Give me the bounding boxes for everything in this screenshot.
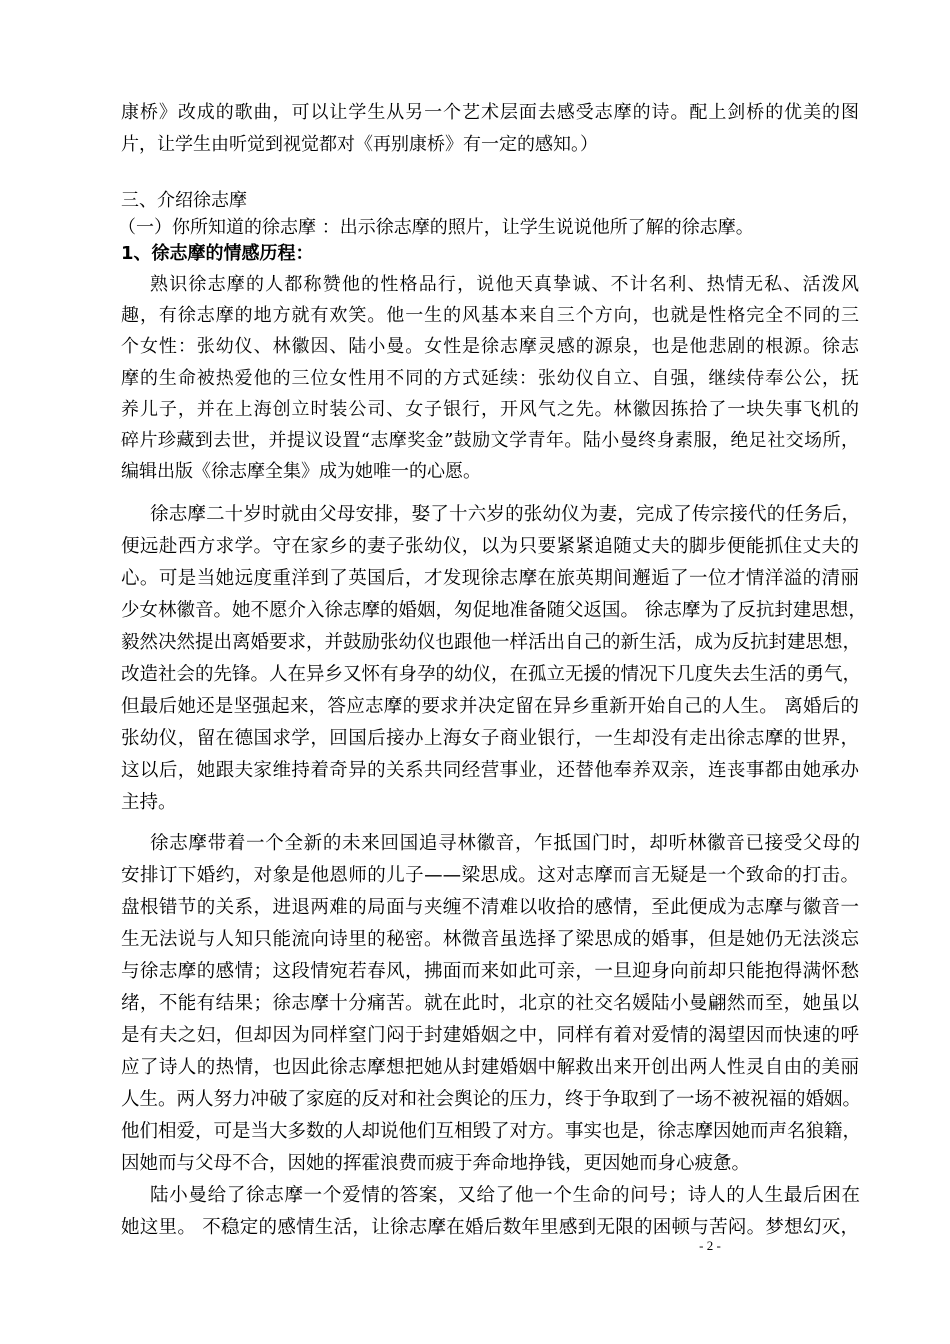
para2-line: 主持。 (121, 792, 177, 813)
para3-line: 生无法说与人知只能流向诗里的秘密。林微音虽选择了梁思成的婚事，但是她仍无法淡忘 (121, 929, 859, 950)
para3-line: 与徐志摩的感情；这段情宛若春风，拂面而来如此可亲，一旦迎身向前却只能抱得满怀愁 (121, 961, 859, 982)
para3-line: 安排订下婚约，对象是他恩师的儿子——梁思成。这对志摩而言无疑是一个致命的打击。 (121, 865, 859, 886)
para2-line: 张幼仪，留在德国求学，回国后接办上海女子商业银行，一生却没有走出徐志摩的世界， (121, 728, 859, 749)
para4-line: 陆小曼给了徐志摩一个爱情的答案，又给了他一个生命的问号；诗人的人生最后困在 (150, 1185, 860, 1206)
para2-line: 这以后，她跟夫家维持着奇异的关系共同经营事业，还替他奉养双亲，连丧事都由她承办 (121, 760, 859, 781)
para3-line: 人生。两人努力冲破了家庭的反对和社会舆论的压力，终于争取到了一场不被祝福的婚姻。 (121, 1089, 862, 1110)
para1-line: 个女性：张幼仪、林徽因、陆小曼。女性是徐志摩灵感的源泉，也是他悲剧的根源。徐志 (121, 336, 859, 357)
para3-line: 是有夫之妇，但却因为同样窒门闷于封建婚姻之中，同样有着对爱情的渴望因而快速的呼 (121, 1025, 859, 1046)
para1-line: 趣，有徐志摩的地方就有欢笑。他一生的风基本来自三个方向，也就是性格完全不同的三 (121, 305, 859, 326)
intro-line-1: 康桥》改成的歌曲，可以让学生从另一个艺术层面去感受志摩的诗。配上剑桥的优美的图 (121, 102, 859, 123)
para2-line: 便远赴西方求学。守在家乡的妻子张幼仪，以为只要紧紧追随丈夫的脚步便能抓住丈夫的 (121, 536, 859, 557)
para4-line: 她这里。 不稳定的感情生活，让徐志摩在婚后数年里感到无限的困顿与苦闷。梦想幻灭， (121, 1217, 859, 1238)
para3-line: 徐志摩带着一个全新的未来回国追寻林徽音，乍抵国门时，却听林徽音已接受父母的 (150, 833, 860, 854)
para2-line: 改造社会的先锋。人在异乡又怀有身孕的幼仪，在孤立无援的情况下几度失去生活的勇气， (121, 664, 862, 685)
para2-line: 徐志摩二十岁时就由父母安排，娶了十六岁的张幼仪为妻，完成了传宗接代的任务后， (150, 504, 860, 525)
para2-line: 少女林徽音。她不愿介入徐志摩的婚姻，匆促地准备随父返国。 徐志摩为了反抗封建思想， (121, 600, 867, 621)
subheading: 1、徐志摩的情感历程： (121, 243, 314, 264)
para1-line: 碎片珍藏到去世，并提议设置“志摩奖金”鼓励文学青年。陆小曼终身素服，绝足社交场所， (121, 430, 859, 451)
para3-line: 他们相爱，可是当大多数的人却说他们互相毁了对方。事实也是，徐志摩因她而声名狼籍， (121, 1121, 862, 1142)
section-heading: 三、介绍徐志摩 (121, 190, 247, 211)
para1-line: 摩的生命被热爱他的三位女性用不同的方式延续：张幼仪自立、自强，继续侍奉公公，抚 (121, 368, 859, 389)
page-number: - 2 - (699, 1238, 721, 1253)
para3-line: 盘根错节的关系，进退两难的局面与夹缠不清难以收拾的感情，至此便成为志摩与徽音一 (121, 897, 859, 918)
para1-line: 熟识徐志摩的人都称赞他的性格品行，说他天真挚诚、不计名利、热情无私、活泼风 (150, 274, 859, 295)
para3-line: 因她而与父母不合，因她的挥霍浪费而疲于奔命地挣钱，更因她而身心疲惫。 (121, 1153, 751, 1174)
para1-line: 编辑出版《徐志摩全集》成为她唯一的心愿。 (121, 461, 481, 482)
subsection-line: （一）你所知道的徐志摩 ：出示徐志摩的照片，让学生说说他所了解的徐志摩。 (118, 217, 754, 238)
intro-line-2: 片，让学生由听觉到视觉都对《再别康桥》有一定的感知。） (121, 134, 598, 155)
para2-line: 心。可是当她远度重洋到了英国后，才发现徐志摩在旅英期间邂逅了一位才情洋溢的清丽 (121, 568, 859, 589)
para3-line: 绪，不能有结果；徐志摩十分痛苦。就在此时，北京的社交名媛陆小曼翩然而至，她虽以 (121, 993, 859, 1014)
para2-line: 毅然决然提出离婚要求，并鼓励张幼仪也跟他一样活出自己的新生活，成为反抗封建思想， (121, 632, 862, 653)
para3-line: 应了诗人的热情，也因此徐志摩想把她从封建婚姻中解救出来开创出两人性灵自由的美丽 (121, 1057, 859, 1078)
para2-line: 但最后她还是坚强起来，答应志摩的要求并决定留在异乡重新开始自己的人生。 离婚后的 (121, 696, 859, 717)
para1-line: 养儿子，并在上海创立时装公司、女子银行，开风气之先。林徽因拣拾了一块失事飞机的 (121, 399, 859, 420)
